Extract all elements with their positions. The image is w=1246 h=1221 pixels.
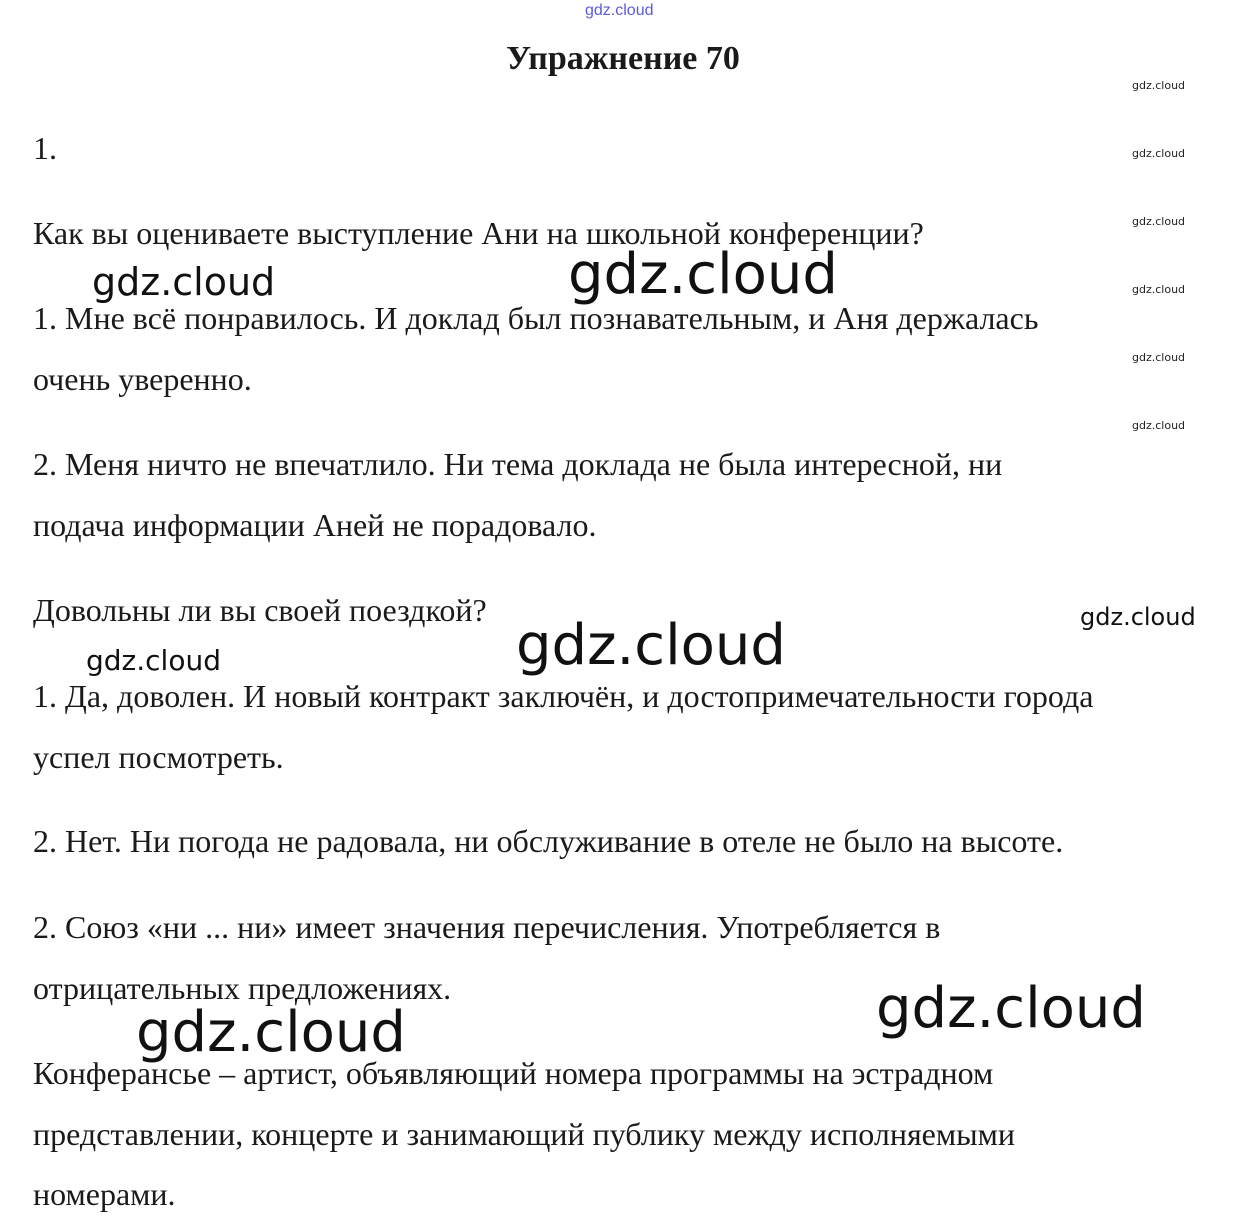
answer-line: успел посмотреть. <box>33 739 284 775</box>
watermark-medium: gdz.cloud <box>86 644 221 677</box>
watermark-small: gdz.cloud <box>1132 351 1186 364</box>
task-number: 1. <box>33 130 57 166</box>
watermark-large: gdz.cloud <box>136 1000 406 1065</box>
watermark-small: gdz.cloud <box>1132 215 1186 228</box>
watermark-small: gdz.cloud <box>1132 283 1186 296</box>
answer-line: 2. Нет. Ни погода не радовала, ни обслуживание в отеле не было на высоте. <box>33 823 1064 859</box>
answer-line: 1. Да, доволен. И новый контракт заключён, и достопримечательности города <box>33 678 1094 714</box>
page-title: Упражнение 70 <box>506 40 740 77</box>
definition-line: номерами. <box>33 1176 176 1212</box>
explanation-line: отрицательных предложениях. <box>33 970 452 1006</box>
watermark-large: gdz.cloud <box>92 260 276 304</box>
watermark-small: gdz.cloud <box>1132 79 1186 92</box>
answer-line: 2. Меня ничто не впечатлило. Ни тема доклада не была интересной, ни <box>33 446 1003 482</box>
watermark-medium: gdz.cloud <box>1080 603 1196 631</box>
definition-line: представлении, концерте и занимающий публику между исполняемыми <box>33 1116 1015 1152</box>
question-2: Довольны ли вы своей поездкой? <box>33 592 487 628</box>
watermark-top[interactable]: gdz.cloud <box>585 2 654 19</box>
answer-line: очень уверенно. <box>33 361 252 397</box>
watermark-large: gdz.cloud <box>516 613 786 678</box>
answer-line: подача информации Аней не порадовало. <box>33 507 597 543</box>
definition-line: Конферансье – артист, объявляющий номера программы на эстрадном <box>33 1055 994 1091</box>
watermark-small: gdz.cloud <box>1132 419 1186 432</box>
watermark-large: gdz.cloud <box>876 976 1146 1041</box>
watermark-small: gdz.cloud <box>1132 147 1186 160</box>
answer-line: 1. Мне всё понравилось. И доклад был познавательным, и Аня держалась <box>33 300 1039 336</box>
explanation-line: 2. Союз «ни ... ни» имеет значения перечисления. Употребляется в <box>33 909 941 945</box>
watermark-large: gdz.cloud <box>568 242 838 307</box>
question-1: Как вы оцениваете выступление Ани на школьной конференции? <box>33 215 924 251</box>
